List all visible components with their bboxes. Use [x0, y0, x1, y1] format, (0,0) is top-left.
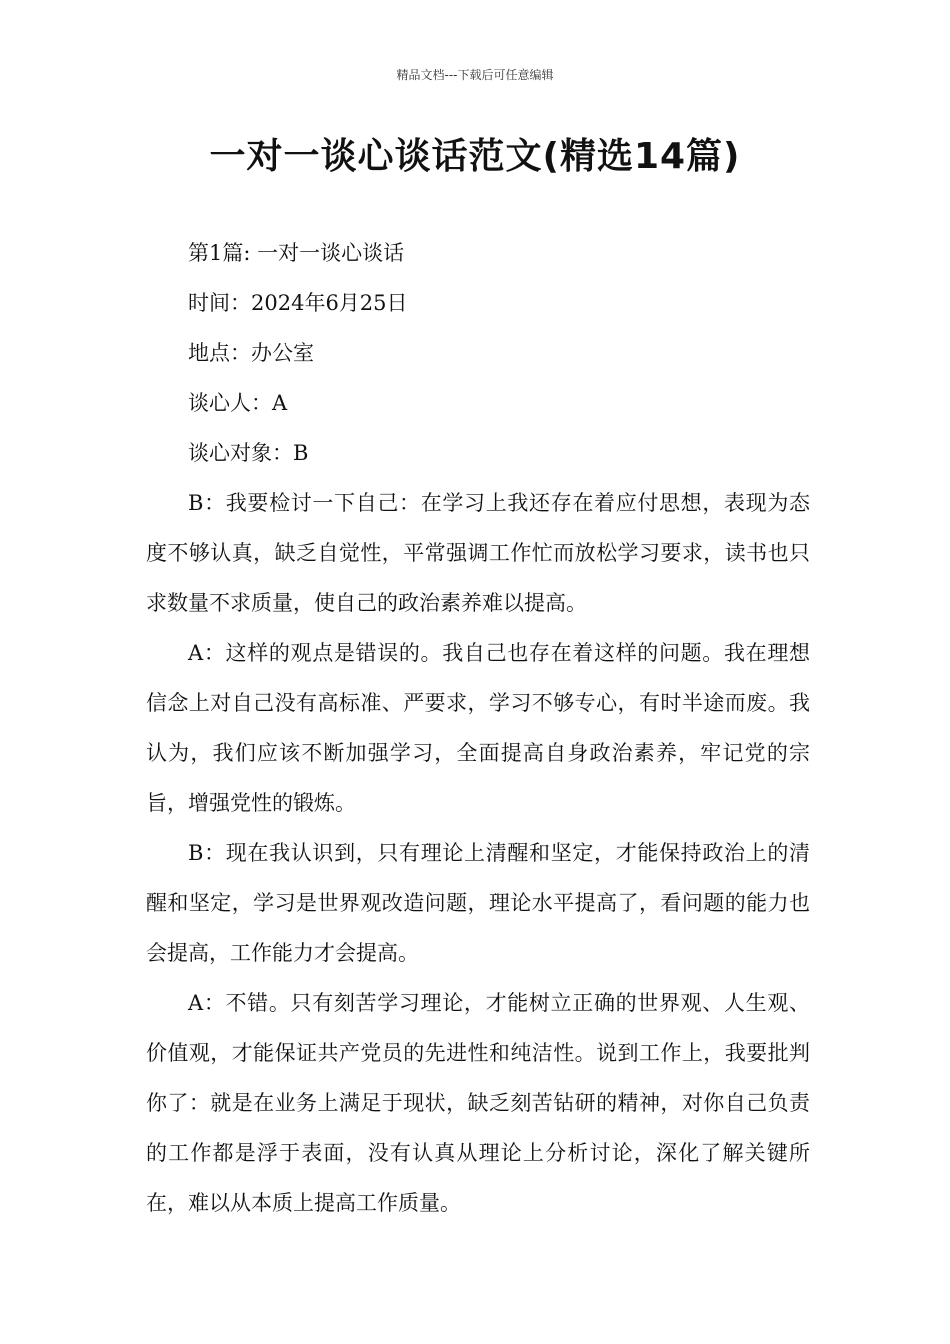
section-heading: 第1篇: 一对一谈心谈话: [188, 241, 405, 265]
paragraph: A：这样的观点是错误的。我自己也存在着这样的问题。我在理想信念上对自己没有高标准、严要求，学习不够专心，有时半途而废。我认为，我们应该不断加强学习，全面提高自身政治素养，牢记党的宗旨，增强党性的锻炼。: [146, 641, 810, 815]
meta-time: 时间：2024年6月25日: [188, 291, 408, 315]
document-body: [146, 228, 810, 1228]
meta-location: 地点：办公室: [188, 341, 314, 365]
header-note: 精品文档---下载后可任意编辑: [396, 68, 554, 82]
meta-speaker: 谈心人：A: [188, 391, 288, 415]
meta-listener: 谈心对象：B: [188, 441, 309, 465]
document-title: 一对一谈心谈话范文(精选14篇): [209, 136, 741, 177]
paragraph: B：我要检讨一下自己：在学习上我还存在着应付思想，表现为态度不够认真，缺乏自觉性，平常强调工作忙而放松学习要求，读书也只求数量不求质量，使自己的政治素养难以提高。: [146, 491, 810, 615]
paragraph: B：现在我认识到，只有理论上清醒和坚定，才能保持政治上的清醒和坚定，学习是世界观改造问题，理论水平提高了，看问题的能力也会提高，工作能力才会提高。: [146, 841, 810, 965]
paragraph: A：不错。只有刻苦学习理论，才能树立正确的世界观、人生观、价值观，才能保证共产党员的先进性和纯洁性。说到工作上，我要批判你了：就是在业务上满足于现状，缺乏刻苦钻研的精神，对你自己负责的工作都是浮于表面，没有认真从理论上分析讨论，深化了解关键所在，难以从本质上提高工作质量。: [146, 991, 810, 1215]
